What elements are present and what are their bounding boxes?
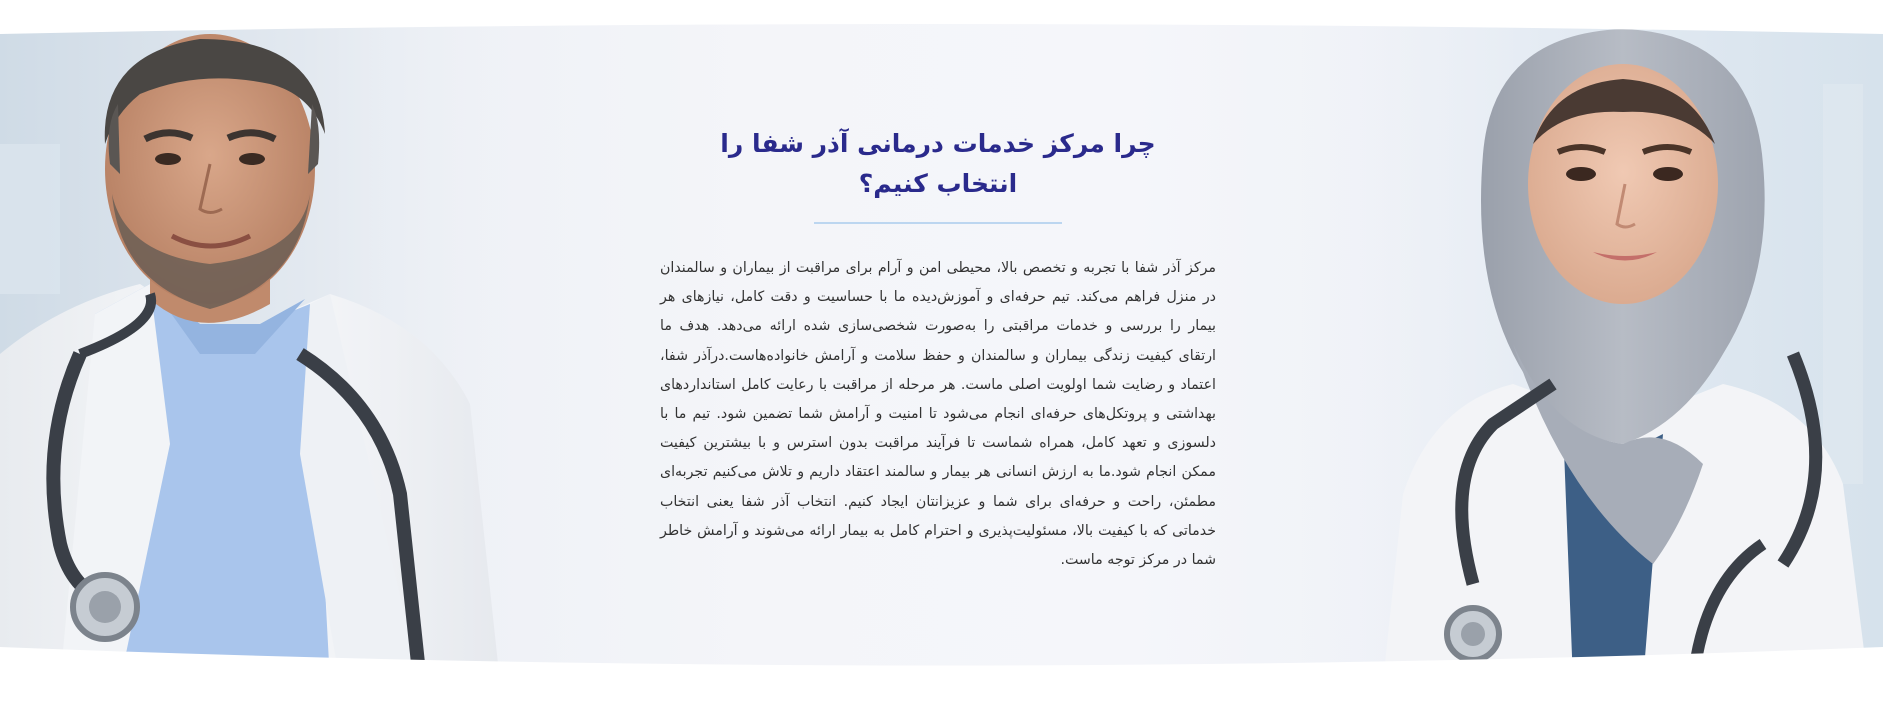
section-title-line2: انتخاب کنیم؟ — [858, 169, 1018, 198]
section-body-text: مرکز آذر شفا با تجربه و تخصص بالا، محیطی امن و آرام برای مراقبت از بیماران و سالمندان در منزل فراهم می‌کند. تیم حرفه‌ای و آموزش‌دیده ما با حساسیت و دقت کامل، نیازهای هر بیمار را بررسی و خدمات مراقبتی را به‌صورت شخصی‌سازی شده ارائه می‌دهد. هدف ما ارتقای کیفیت زندگی بیماران و سالمندان و حفظ سلامت و آرامش خانواده‌هاست.درآذر شفا، اعتماد و رضایت شما اولویت اصلی ماست. هر مرحله از مراقبت با رعایت کامل استانداردهای بهداشتی و پروتکل‌های حرفه‌ای انجام می‌شود تا امنیت و آرامش شما تضمین شود. تیم ما با دلسوزی و تعهد کامل، همراه شماست تا فرآیند مراقبت بدون استرس و با بیشترین کیفیت ممکن انجام شود.ما به ارزش انسانی هر بیمار و سالمند اعتقاد داریم و تلاش می‌کنیم تجربه‌ای مطمئن، راحت و حرفه‌ای برای شما و عزیزانتان ایجاد کنیم. انتخاب آذر شفا یعنی انتخاب خدماتی که با کیفیت بالا، مسئولیت‌پذیری و احترام کامل به بیمار ارائه می‌شوند و آرامش خاطر شما در مرکز توجه ماست. — [660, 260, 1216, 569]
female-doctor-photo — [1323, 24, 1883, 682]
banner-top-curve — [0, 24, 1883, 84]
section-title-line1: چرا مرکز خدمات درمانی آذر شفا را — [720, 129, 1156, 158]
section-content — [660, 124, 1216, 575]
why-choose-us-banner — [0, 24, 1883, 682]
male-doctor-photo — [0, 24, 520, 682]
title-divider — [814, 222, 1062, 224]
banner-bottom-curve — [0, 622, 1883, 682]
section-title — [660, 124, 1216, 204]
